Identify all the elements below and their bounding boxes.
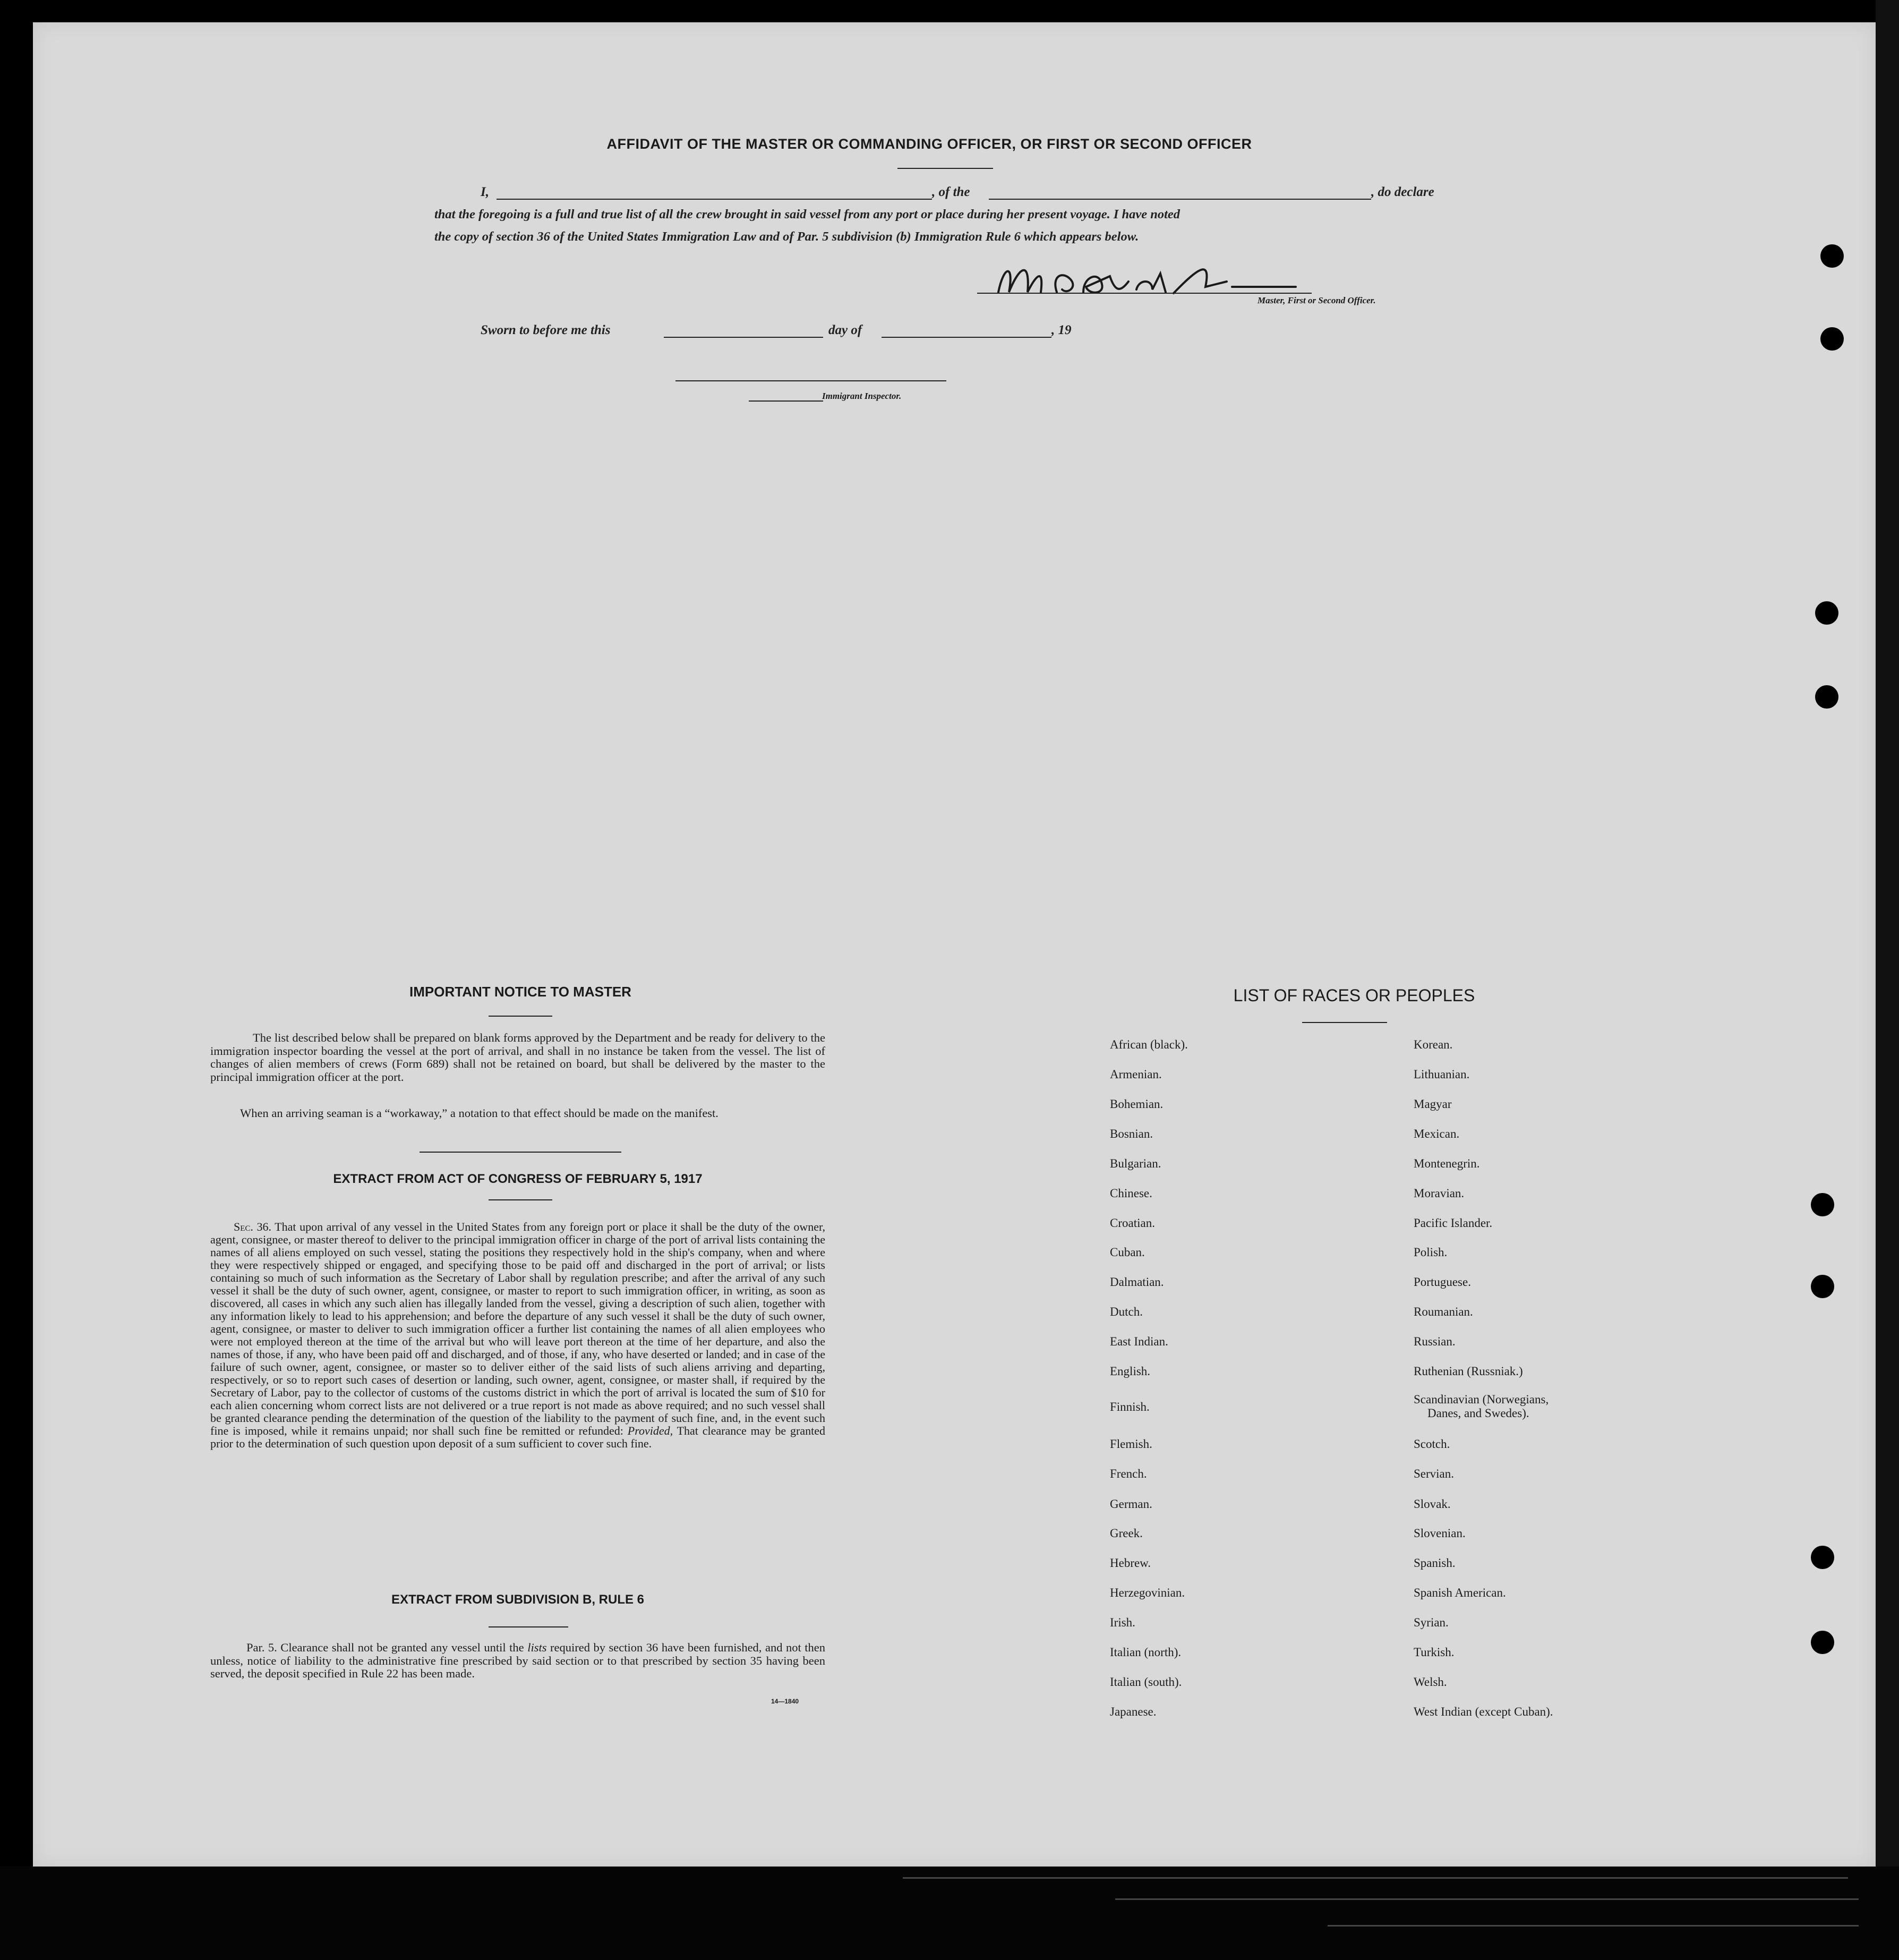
notice-paragraph-1: The list described below shall be prepared on blank forms approved by the Department and be ready for delivery to the immigration inspector boarding the vessel at the port of arrival, and shall in no instance be taken from the vessel. The list of changes of alien members of crews (Form 689) shall not be retained on board, but shall be delivered by the master to the principal immigration officer at the port. — [210, 1031, 825, 1084]
sworn-day-of-label: day of — [828, 323, 862, 337]
vessel-name-blank — [989, 199, 1371, 200]
race-item: Pacific Islander. — [1414, 1216, 1493, 1230]
race-item: East Indian. — [1110, 1335, 1168, 1348]
master-signature-label: Master, First or Second Officer. — [1258, 295, 1376, 305]
sworn-year-label: , 19 — [1051, 323, 1072, 337]
race-item: Spanish. — [1414, 1556, 1456, 1570]
race-item: Mexican. — [1414, 1127, 1460, 1140]
act-section-36-text: Sec. 36. That upon arrival of any vessel in the United States from any foreign port or place it shall be the duty of the owner, agent, consignee, or master thereof to deliver to the principal immigration officer in charge of the port of arrival lists containing the names of all aliens employed on such vessel, stating the positions they respectively hold in the ship's company, when and where they were respectively shipped or engaged, and specifying those to be paid off and discharged in the port of arrival; or lists containing so much of such information as the Secretary of Labor shall by regulation prescribe; and after the arrival of any such vessel it shall be the duty of such owner, agent, consignee, or master to report to such immigration officer, in writing, as soon as discovered, all cases in which any such alien has illegally landed from the vessel, giving a description of such alien, together with any information likely to lead to his apprehension; and before the departure of any such vessel it shall be the duty of such owner, agent, consignee, or master to deliver to such immigration officer a further list containing the names of all alien employees who were not employed thereon at the time of the arrival but who will leave port thereon at the time of her departure, and also the names of those, if any, who have been paid off and discharged, and of those, if any, who have deserted or landed; and in case of the failure of such owner, agent, consignee, or master so to deliver either of the said lists of such aliens arriving and departing, respectively, or so to report such cases of desertion or landing, such owner, agent, consignee, or master shall, if required by the Secretary of Labor, pay to the collector of customs of the customs district in which the port of arrival is located the sum of $10 for each alien concerning whom correct lists are not delivered or a true report is not made as above required; and no such vessel shall be granted clearance pending the determination of the question of the liability to the payment of such fine, and, in the event such fine is imposed, while it remains unpaid; nor shall such fine be remitted or refunded: Provided, That clearance may be granted prior to the determination of such question upon deposit of a sum sufficient to cover such fine. — [210, 1220, 826, 1450]
race-item: African (black). — [1110, 1038, 1188, 1051]
race-item: Lithuanian. — [1414, 1068, 1470, 1081]
form-number: 14—1840 — [771, 1698, 799, 1705]
race-item: Scotch. — [1414, 1437, 1450, 1451]
binder-hole — [1811, 1546, 1834, 1569]
document-page — [33, 22, 1876, 1867]
race-item: Finnish. — [1110, 1400, 1150, 1413]
race-item: Portuguese. — [1414, 1275, 1471, 1289]
rule-paragraph: Par. 5. Clearance shall not be granted any vessel until the lists required by section 36 have been furnished, and not then unless, notice of liability to the administrative fine prescribed by said section or to that prescribed by section 35 having been served, the deposit specified in Rule 22 has been made. — [210, 1641, 825, 1680]
races-title-rule — [1302, 1022, 1387, 1023]
race-item: Greek. — [1110, 1527, 1143, 1540]
affidavit-title-rule — [897, 168, 993, 169]
sworn-date-blank — [664, 337, 823, 338]
race-item: Turkish. — [1414, 1646, 1455, 1659]
affidavit-title: AFFIDAVIT OF THE MASTER OR COMMANDING OFFICER, OR FIRST OR SECOND OFFICER — [606, 136, 1252, 152]
race-item: Flemish. — [1110, 1437, 1152, 1451]
race-item: Herzegovinian. — [1110, 1586, 1185, 1599]
inspector-name-blank — [749, 400, 823, 402]
binder-hole — [1815, 601, 1838, 625]
master-name-blank — [497, 199, 932, 200]
binder-hole — [1811, 1275, 1834, 1298]
notice-title: IMPORTANT NOTICE TO MASTER — [409, 984, 631, 1000]
race-item: German. — [1110, 1497, 1152, 1511]
scan-bottom-border — [0, 1867, 1899, 1960]
race-item: Dutch. — [1110, 1305, 1143, 1318]
race-item: Italian (south). — [1110, 1675, 1182, 1689]
race-item: Ruthenian (Russniak.) — [1414, 1365, 1523, 1378]
affidavit-declare-label: , do declare — [1371, 185, 1434, 199]
act-extract-title: EXTRACT FROM ACT OF CONGRESS OF FEBRUARY 5, 1917 — [333, 1172, 703, 1186]
inspector-label: Immigrant Inspector. — [822, 391, 902, 401]
race-item: West Indian (except Cuban). — [1414, 1705, 1553, 1718]
races-list-title: LIST OF RACES OR PEOPLES — [1233, 986, 1475, 1005]
affidavit-of-the-label: , of the — [932, 185, 970, 199]
affidavit-i-label: I, — [481, 185, 489, 199]
race-item: Bulgarian. — [1110, 1157, 1161, 1170]
race-item: Hebrew. — [1110, 1556, 1151, 1570]
race-item: Cuban. — [1110, 1246, 1145, 1259]
race-item: Servian. — [1414, 1467, 1455, 1480]
binder-hole — [1811, 1193, 1834, 1216]
race-item: Armenian. — [1110, 1068, 1162, 1081]
race-item-continuation: Danes, and Swedes). — [1427, 1407, 1529, 1420]
rule-extract-rule — [489, 1626, 568, 1627]
race-item: French. — [1110, 1467, 1147, 1480]
notice-paragraph-2: When an arriving seaman is a “workaway,” a notation to that effect should be made on the manifest. — [240, 1106, 718, 1120]
rule-extract-title: EXTRACT FROM SUBDIVISION B, RULE 6 — [391, 1592, 645, 1607]
binder-hole — [1811, 1631, 1834, 1654]
race-item: Slovenian. — [1414, 1527, 1466, 1540]
race-item: Montenegrin. — [1414, 1157, 1480, 1170]
race-item: Moravian. — [1414, 1187, 1465, 1200]
race-item: Russian. — [1414, 1335, 1456, 1348]
race-item: English. — [1110, 1365, 1151, 1378]
inspector-signature-line — [675, 380, 946, 381]
race-item: Welsh. — [1414, 1675, 1447, 1689]
race-item: Korean. — [1414, 1038, 1453, 1051]
race-item: Slovak. — [1414, 1497, 1451, 1511]
race-item: Bosnian. — [1110, 1127, 1153, 1140]
race-item: Chinese. — [1110, 1187, 1152, 1200]
race-item: Magyar — [1414, 1097, 1452, 1111]
sworn-label: Sworn to before me this — [481, 323, 611, 337]
race-item: Italian (north). — [1110, 1646, 1182, 1659]
binder-hole — [1820, 327, 1844, 351]
affidavit-line-2: that the foregoing is a full and true list of all the crew brought in said vessel from any port or place during her present voyage. I have noted — [434, 207, 1181, 221]
page-edge — [1876, 0, 1899, 1960]
race-item: Dalmatian. — [1110, 1275, 1164, 1289]
act-extract-rule — [489, 1199, 552, 1200]
race-item: Syrian. — [1414, 1616, 1449, 1629]
notice-rule — [489, 1016, 552, 1017]
race-item: Croatian. — [1110, 1216, 1155, 1230]
notice-divider — [420, 1152, 621, 1153]
binder-hole — [1820, 244, 1844, 268]
race-item: Spanish American. — [1414, 1586, 1506, 1599]
binder-hole — [1815, 685, 1838, 709]
race-item: Irish. — [1110, 1616, 1135, 1629]
race-item: Japanese. — [1110, 1705, 1157, 1718]
affidavit-line-3: the copy of section 36 of the United States Immigration Law and of Par. 5 subdivision (b) Immigration Rule 6 which appears below. — [434, 229, 1139, 244]
race-item: Polish. — [1414, 1246, 1448, 1259]
race-item: Roumanian. — [1414, 1305, 1473, 1318]
section-label: Sec. 36. — [234, 1220, 271, 1233]
race-item: Bohemian. — [1110, 1097, 1164, 1111]
sworn-month-blank — [882, 337, 1051, 338]
race-item: Scandinavian (Norwegians, — [1414, 1393, 1549, 1406]
